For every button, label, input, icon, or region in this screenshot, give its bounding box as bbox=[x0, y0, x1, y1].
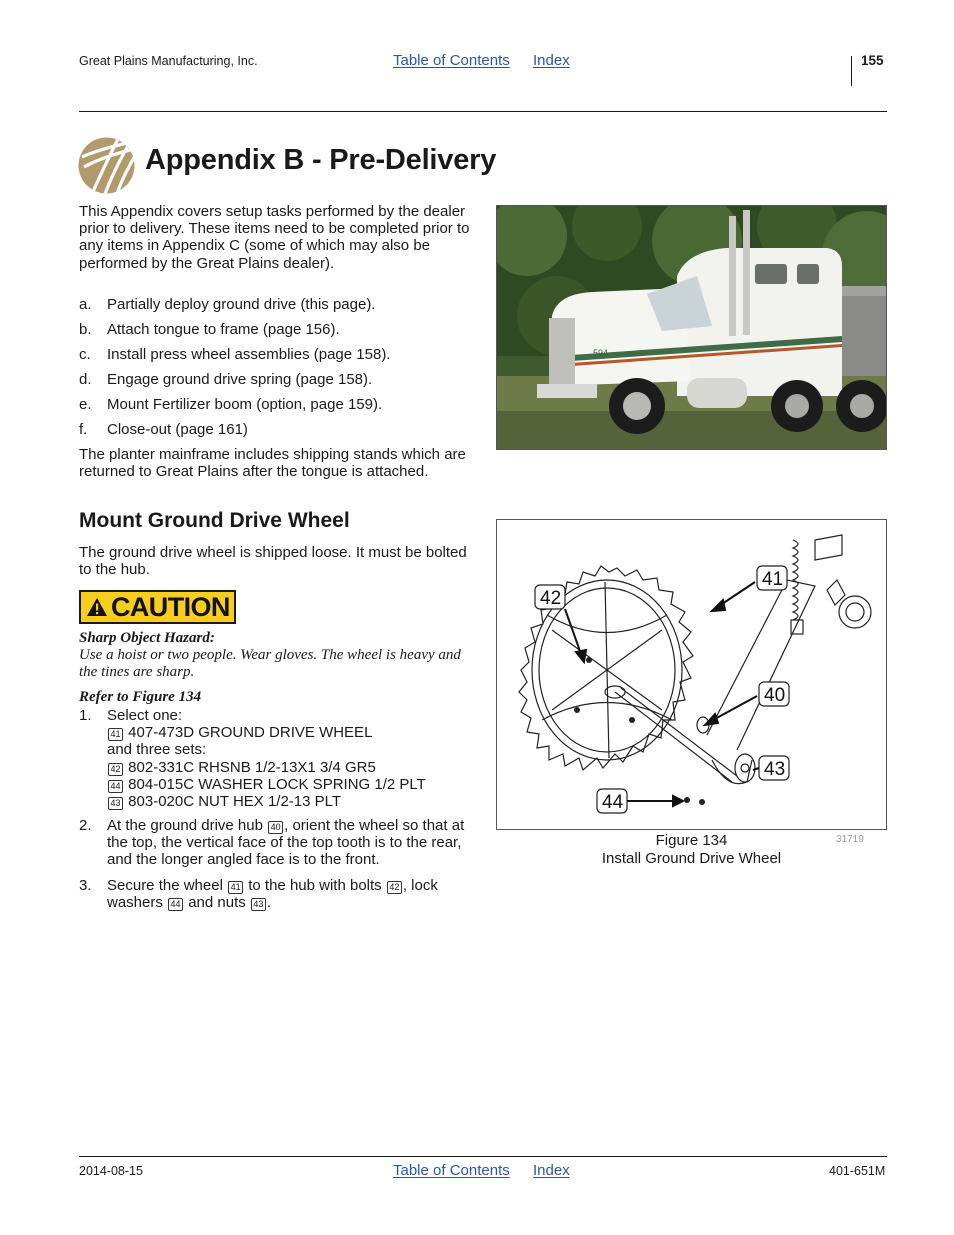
warning-triangle-icon bbox=[86, 597, 108, 617]
step-1: 1. Select one: 41 407-473D GROUND DRIVE WHEEL and three sets: 42 802-331C RHSNB 1/2-13X1 3/4 GR5 44 804-015C WASHER LOCK SPRING 1/2 PLT 43 803-020C NUT HEX 1/2-13 PLT bbox=[79, 707, 426, 811]
list-item: b. Attach tongue to frame (page 156). bbox=[79, 321, 340, 338]
shipped-paragraph: The ground drive wheel is shipped loose. It must be bolted to the hub. bbox=[79, 544, 467, 579]
header-index-link[interactable]: Index bbox=[533, 52, 570, 69]
callout-badge: 44 bbox=[108, 780, 123, 793]
figure-number: Figure 134 bbox=[655, 832, 728, 849]
figure-callout: 44 bbox=[602, 792, 624, 813]
figure-id: 31719 bbox=[836, 834, 864, 845]
callout-badge: 41 bbox=[228, 881, 243, 894]
outro-paragraph: The planter mainframe includes shipping stands which are returned to Great Plains after the tongue is attached. bbox=[79, 446, 466, 481]
caution-label bbox=[79, 590, 236, 624]
list-item: c. Install press wheel assemblies (page 158). bbox=[79, 346, 391, 363]
truck-number: 594 bbox=[593, 348, 609, 358]
footer-rule bbox=[79, 1156, 887, 1157]
figure-caption: Install Ground Drive Wheel bbox=[601, 850, 782, 867]
figure-callout: 42 bbox=[540, 588, 562, 609]
footer-toc-link[interactable]: Table of Contents bbox=[393, 1162, 510, 1179]
page-title: Appendix B - Pre-Delivery bbox=[145, 144, 497, 176]
callout-badge: 40 bbox=[268, 821, 283, 834]
step-3: 3. Secure the wheel 41 to the hub with bolts 42 , lock washers 44 and nuts 43 . bbox=[79, 877, 438, 912]
step-2: 2. At the ground drive hub 40 , orient the wheel so that at the top, the vertical face of the top tooth is to the rear, and the longer angled face is to the front. bbox=[79, 817, 465, 869]
callout-badge: 42 bbox=[387, 881, 402, 894]
footer-index-link[interactable]: Index bbox=[533, 1162, 570, 1179]
company-name: Great Plains Manufacturing, Inc. bbox=[79, 54, 258, 68]
figure-callout: 40 bbox=[764, 685, 786, 706]
section-heading: Mount Ground Drive Wheel bbox=[79, 509, 350, 532]
list-item: f. Close-out (page 161) bbox=[79, 421, 248, 438]
callout-badge: 41 bbox=[108, 728, 123, 741]
callout-badge: 44 bbox=[168, 898, 183, 911]
ground-drive-wheel-diagram bbox=[497, 520, 886, 829]
footer-doc-number: 401-651M bbox=[829, 1164, 886, 1178]
figure-callout: 41 bbox=[762, 569, 784, 590]
figure-reference: Refer to Figure 134 bbox=[79, 689, 202, 705]
hazard-text: Use a hoist or two people. Wear gloves. The wheel is heavy and the tines are sharp. bbox=[79, 647, 461, 680]
list-item: e. Mount Fertilizer boom (option, page 159). bbox=[79, 396, 383, 413]
callout-badge: 42 bbox=[108, 763, 123, 776]
truck-photo bbox=[496, 205, 887, 450]
list-item: a. Partially deploy ground drive (this page). bbox=[79, 296, 376, 313]
callout-badge: 43 bbox=[251, 898, 266, 911]
callout-badge: 43 bbox=[108, 797, 123, 810]
header-divider bbox=[851, 56, 852, 86]
page-number: 155 bbox=[861, 53, 884, 68]
figure-callout: 43 bbox=[764, 759, 786, 780]
header-toc-link[interactable]: Table of Contents bbox=[393, 52, 510, 69]
list-item: d. Engage ground drive spring (page 158). bbox=[79, 371, 373, 388]
header-rule bbox=[79, 111, 887, 112]
hazard-title: Sharp Object Hazard: bbox=[79, 630, 215, 646]
intro-paragraph: This Appendix covers setup tasks performed by the dealer prior to delivery. These items need to be completed prior to any items in Appendix C (some of which may also be performed by the Great Plains dealer). bbox=[79, 203, 470, 272]
caution-word: CAUTION bbox=[111, 591, 230, 622]
footer-date: 2014-08-15 bbox=[79, 1164, 143, 1178]
figure-134 bbox=[496, 519, 887, 830]
great-plains-logo-icon bbox=[78, 137, 135, 194]
